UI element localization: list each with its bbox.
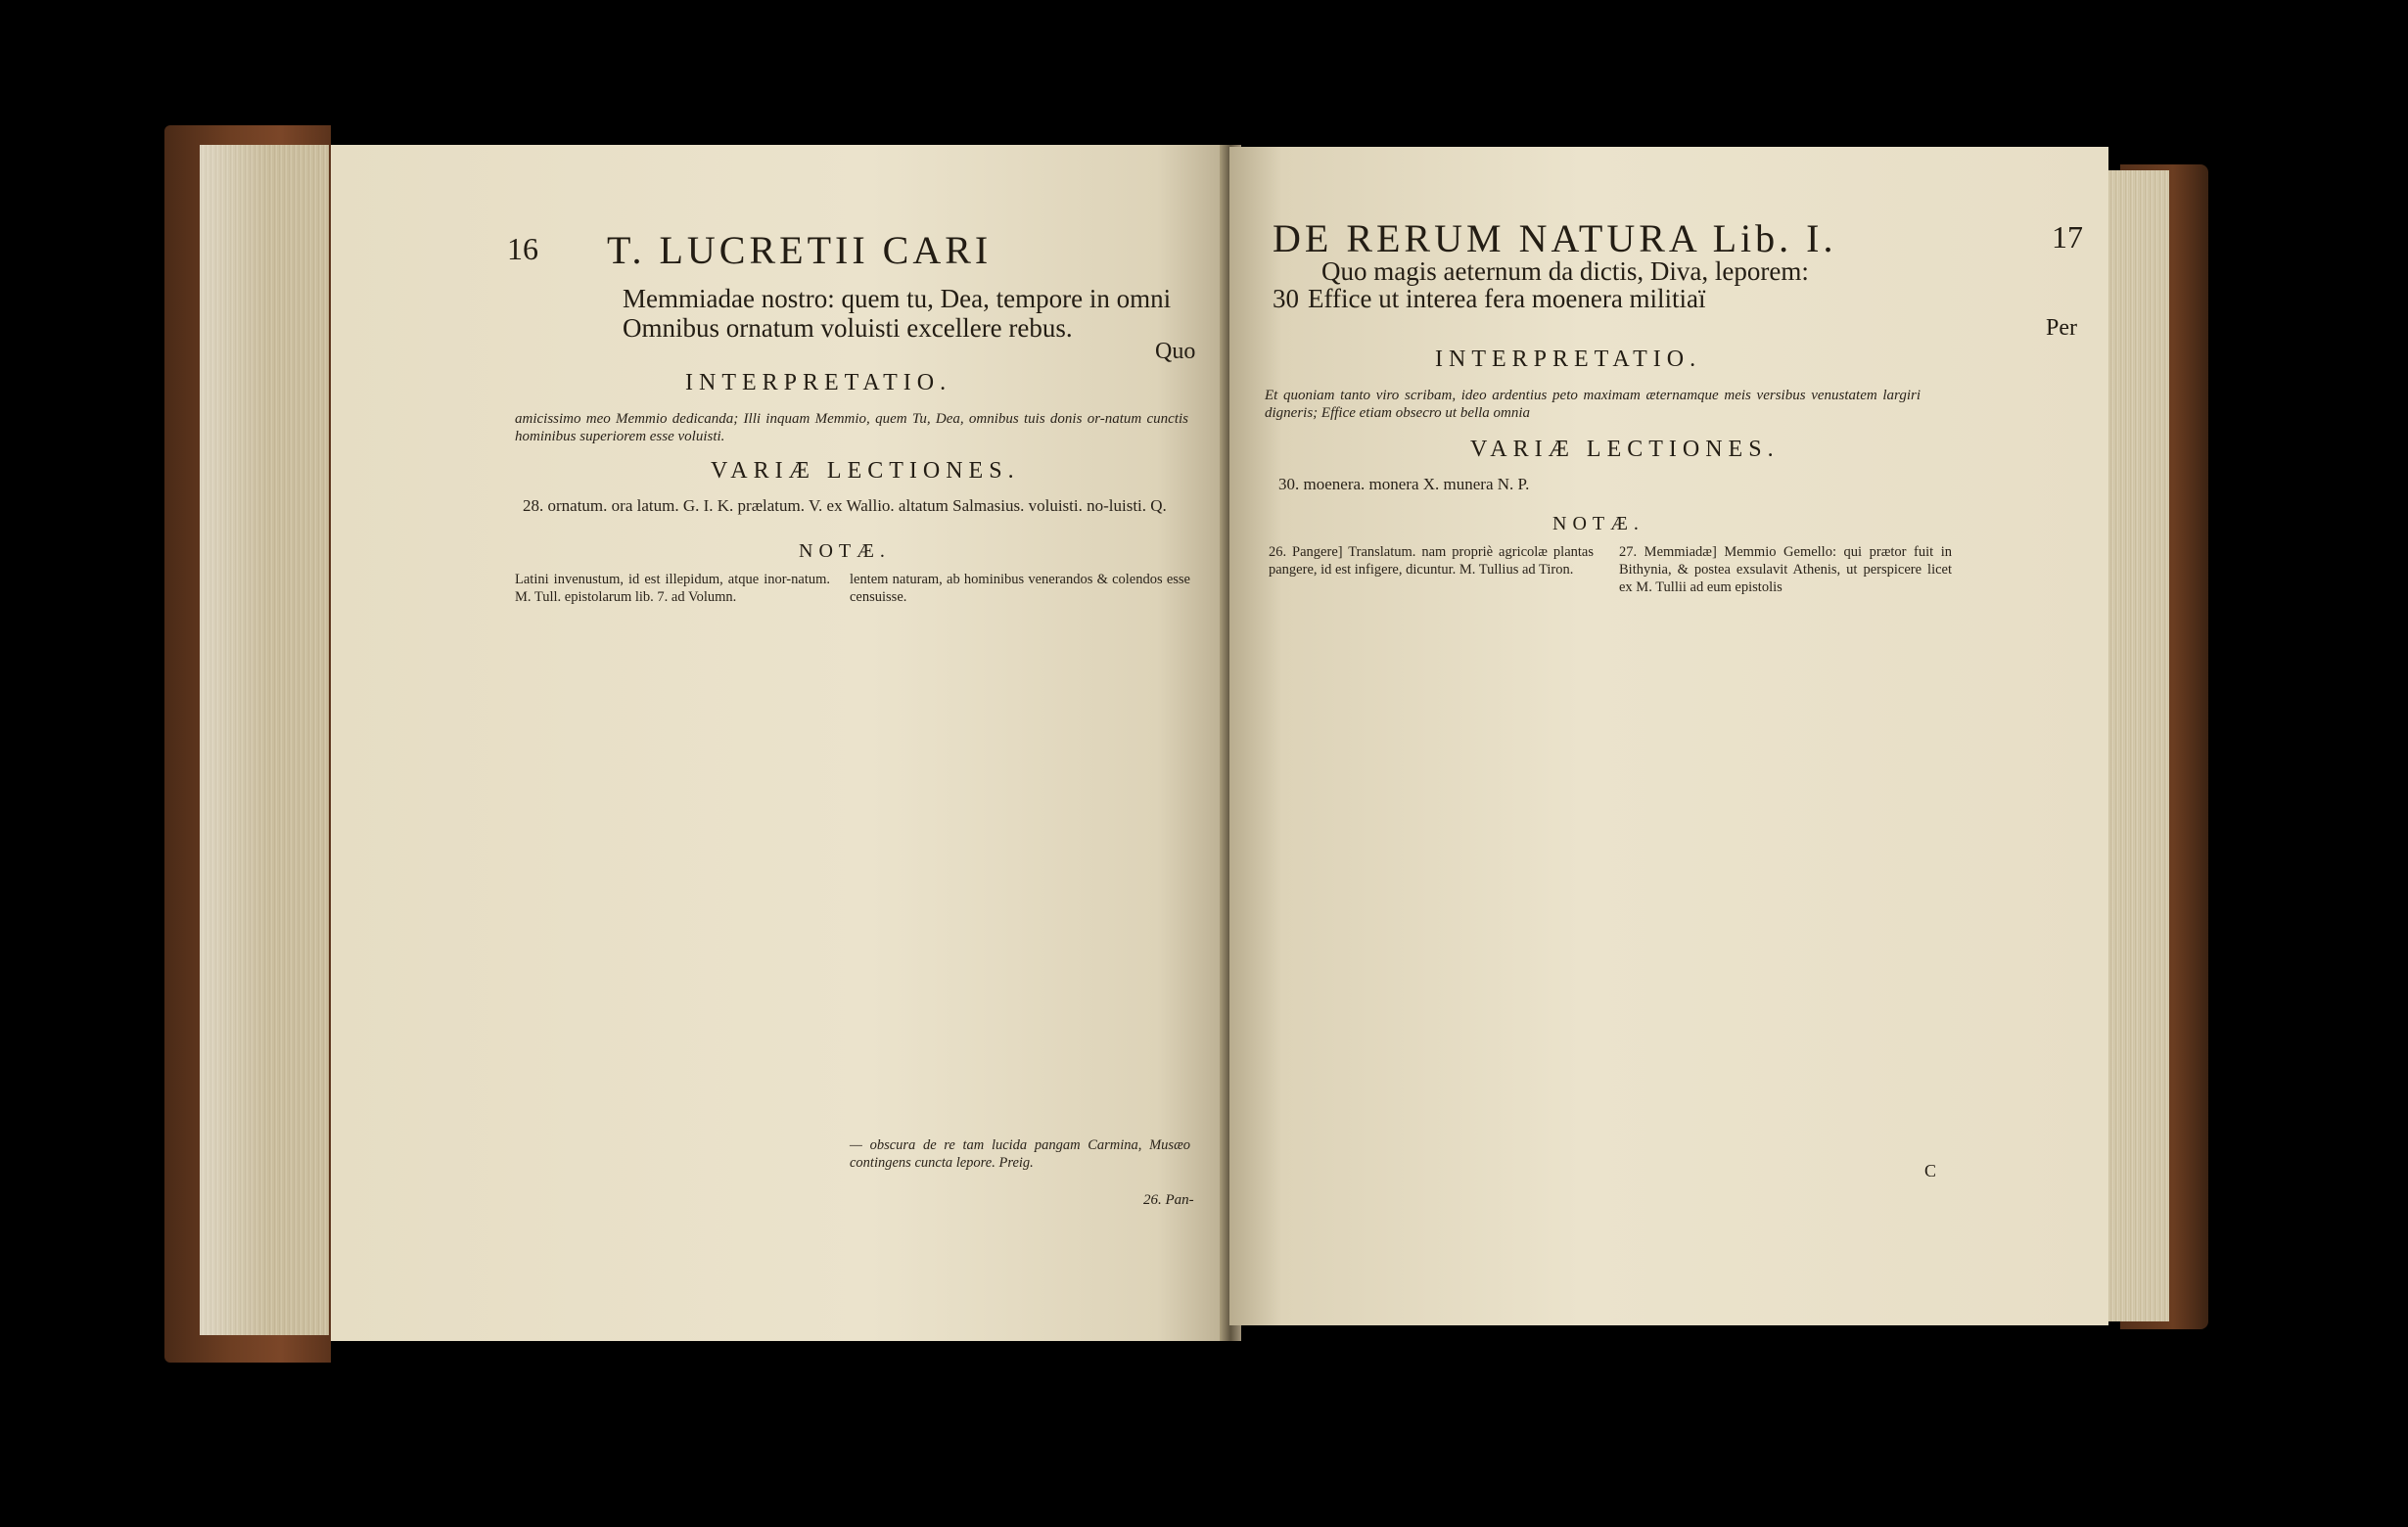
catchword: Per: [2046, 315, 2077, 341]
variae-text: 28. ornatum. ora latum. G. I. K. prælatum. V. ex Wallio. altatum Salmasius. voluisti. no-luisti. Q.: [523, 496, 1167, 515]
running-head: T. LUCRETII CARI: [607, 228, 993, 272]
signature-mark: C: [1924, 1161, 1937, 1180]
interpretatio-text: Et quoniam tanto viro scribam, ideo ardentius peto maximam æternamque meis versibus venustatem largiri digneris; Effice etiam obsecro ut bella omnia: [1265, 388, 1921, 421]
variae-text: 30. moenera. monera X. munera N. P.: [1278, 475, 1530, 493]
page-edges-left: [200, 145, 329, 1335]
notes-column-1: Latini invenustum, id est illepidum, atque inor-natum. M. Tull. epistolarum lib. 7. ad Volumn.: [515, 572, 830, 605]
notes-column-2-end: — obscura de re tam lucida pangam Carmina, Musæo contingens cuncta lepore. Preig.: [850, 1137, 1190, 1171]
section-heading: VARIÆ LECTIONES.: [711, 458, 1020, 484]
verse-line-number: 30: [1273, 284, 1299, 313]
catchword: Quo: [1155, 339, 1196, 364]
section-heading: NOTÆ.: [1552, 513, 1644, 534]
section-heading: INTERPRETATIO.: [685, 370, 952, 395]
interpretatio-text: amicissimo meo Memmio dedicanda; Illi inquam Memmio, quem Tu, Dea, omnibus tuis donis or-natum cunctis hominibus superiorem esse voluisti.: [515, 411, 1188, 444]
page-number: 16: [507, 231, 538, 266]
notes-column-2: 27. Memmiadæ] Memmio Gemello: qui prætor fuit in Bithynia, & postea exsulavit Athenis, ut perspicere licet ex M. Tullii ad eum epistolis: [1619, 544, 1952, 595]
right-page: [1229, 147, 2108, 1325]
verse-line: Quo magis aeternum da dictis, Diva, leporem:: [1321, 256, 1809, 286]
verse-line: Omnibus ornatum voluisti excellere rebus.: [623, 313, 1073, 343]
verse-line: Memmiadae nostro: quem tu, Dea, tempore in omni: [623, 284, 1172, 313]
verse-line: Effice ut interea fera moenera militiaï: [1308, 284, 1706, 313]
section-heading: INTERPRETATIO.: [1435, 347, 1702, 372]
page-number: 17: [2052, 219, 2083, 254]
notes-column-2: lentem naturam, ab hominibus venerandos & colendos esse censuisse.: [850, 572, 1190, 605]
section-heading: NOTÆ.: [799, 540, 891, 562]
open-book: [164, 125, 2208, 1363]
notes-column-1: 26. Pangere] Translatum. nam propriè agricolæ plantas pangere, id est infigere, dicuntur. M. Tullius ad Tiron.: [1269, 544, 1594, 578]
catchword: 26. Pan-: [1143, 1192, 1194, 1208]
running-head: DE RERUM NATURA Lib. I.: [1273, 216, 1837, 260]
page-edges-right: [2105, 170, 2169, 1321]
section-heading: VARIÆ LECTIONES.: [1470, 437, 1780, 462]
left-page: [331, 145, 1229, 1341]
